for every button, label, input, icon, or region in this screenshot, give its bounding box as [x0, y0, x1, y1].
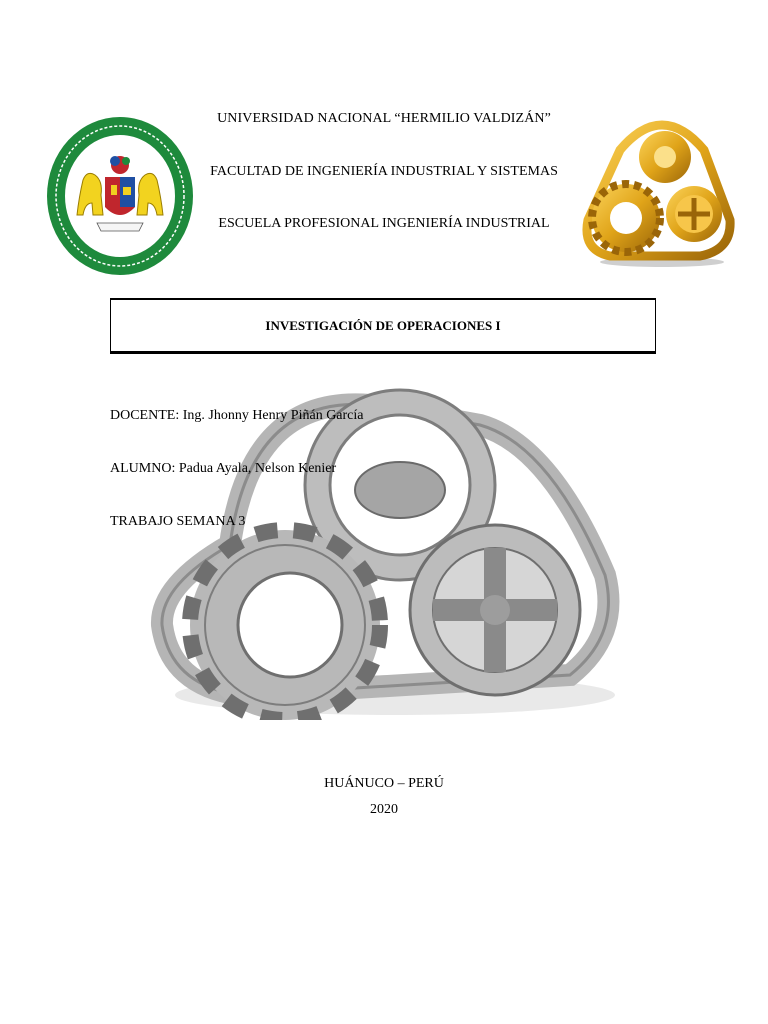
university-seal-logo	[45, 115, 195, 277]
university-name: UNIVERSIDAD NACIONAL “HERMILIO VALDIZÁN”	[217, 111, 551, 126]
student-line: ALUMNO: Padua Ayala, Nelson Kenier	[110, 461, 337, 476]
right-wheel	[666, 186, 722, 242]
year-line: 2020	[370, 802, 398, 817]
gray-left-gear	[190, 530, 380, 720]
course-title: INVESTIGACIÓN DE OPERACIONES I	[265, 317, 501, 333]
gray-right-wheel	[410, 525, 580, 695]
seal-banner	[97, 223, 143, 231]
course-title-box	[110, 298, 656, 354]
school-name: ESCUELA PROFESIONAL INGENIERÍA INDUSTRIAL	[218, 216, 550, 231]
golden-gears-logo	[580, 110, 738, 270]
place-line: HUÁNUCO – PERÚ	[324, 776, 444, 791]
assignment-line: TRABAJO SEMANA 3	[110, 514, 246, 529]
faculty-name: FACULTAD DE INGENIERÍA INDUSTRIAL Y SISTEMAS	[210, 164, 558, 179]
gray-gears-illustration	[150, 385, 620, 720]
teacher-line: DOCENTE: Ing. Jhonny Henry Piñán García	[110, 408, 364, 423]
